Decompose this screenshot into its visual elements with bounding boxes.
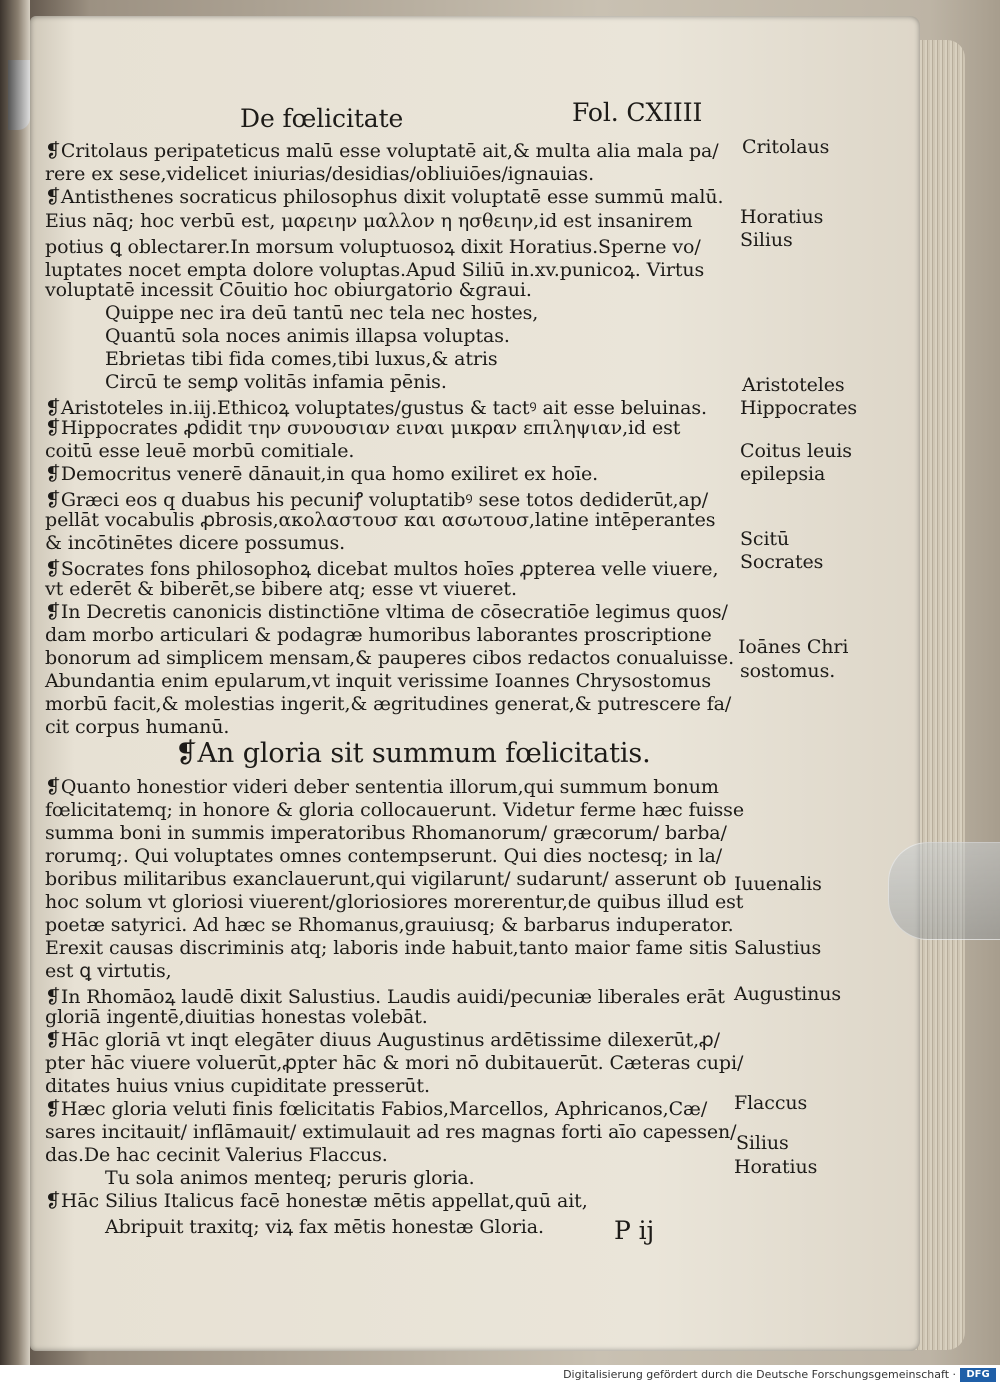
body-line: das.De hac cecinit Valerius Flaccus.	[45, 1144, 388, 1166]
margin-note: sostomus.	[740, 660, 836, 682]
verse-line: Quantū sola noces animis illapsa voluptas.	[105, 325, 510, 347]
body-line: morbū facit,& molestias ingerit,& ægritudines generat,& putrescere fa/	[45, 693, 732, 715]
verse-line: Circū te semꝑ volitās infamia pēnis.	[105, 371, 447, 393]
body-line: ❡Socrates fons philosophoꝝ dicebat multos hoīes ꝓpterea velle viuere,	[45, 558, 719, 580]
margin-note: Silius	[740, 229, 793, 251]
signature-mark: P ij	[614, 1216, 655, 1245]
body-line: summa boni in summis imperatoribus Rhomanorum/ græcorum/ barba/	[45, 822, 727, 844]
body-line: pellāt vocabulis ꝓbrosis,ακολαστουσ και ασωτουσ,latine intēperantes	[45, 509, 716, 531]
body-line: rorumq;. Qui voluptates omnes contempserunt. Qui dies noctesq; in la/	[45, 845, 723, 867]
margin-note: Augustinus	[734, 983, 842, 1005]
body-line: hoc solum vt gloriosi viuerent/gloriosiores morerentur,de quibus illud est	[45, 891, 744, 913]
body-line: luptates nocet empta dolore voluptas.Apud Siliū in.xv.punicoꝝ. Virtus	[45, 259, 705, 281]
body-line: est ꝗ virtutis,	[45, 960, 172, 982]
facing-page-edge	[0, 0, 30, 1365]
dfg-logo: DFG	[960, 1368, 996, 1382]
body-line: Erexit causas discriminis atq; laboris inde habuit,tanto maior fame sitis	[45, 937, 728, 959]
margin-note: Ioānes Chri	[738, 636, 849, 658]
body-line: dam morbo articulari & podagræ humoribus laborantes proscriptione	[45, 624, 712, 646]
body-line: rere ex sese,videlicet iniurias/desidias/obliuiōes/ignauias.	[45, 163, 595, 185]
body-line: ❡Hæc gloria veluti finis fœlicitatis Fabios,Marcellos, Aphricanos,Cæ/	[45, 1098, 708, 1120]
body-line: gloriā ingentē,diuitias honestas volebāt.	[45, 1006, 428, 1028]
body-line: vt ederēt & biberēt,se bibere atq; esse vt viueret.	[45, 578, 517, 600]
body-line: ❡Hippocrates ꝓdidit την συνουσιαν ειναι μικραν επιληψιαν,id est	[45, 417, 681, 439]
body-line: fœlicitatemq; in honore & gloria collocauerunt. Videtur ferme hæc fuisse	[45, 799, 744, 821]
body-line: ❡Antisthenes socraticus philosophus dixit voluptatē esse summū malū.	[45, 186, 724, 208]
body-line: & incōtinētes dicere possumus.	[45, 532, 346, 554]
body-line: Eius nāq; hoc verbū est, μαρειην μαλλον η ησθειην,id est insanirem	[45, 210, 693, 232]
margin-note: Coitus leuis	[740, 440, 852, 462]
body-line: ❡In Rhomāoꝝ laudē dixit Salustius. Laudis auidi/pecuniæ liberales erāt	[45, 986, 725, 1008]
footer-credit: Digitalisierung gefördert durch die Deutsche Forschungsgemeinschaft ·	[563, 1368, 956, 1381]
body-line: poetæ satyrici. Ad hæc se Rhomanus,grauiusq; & barbarus induperator.	[45, 914, 734, 936]
margin-note: epilepsia	[740, 463, 826, 485]
body-line: pter hāc viuere voluerūt,ꝓpter hāc & mori nō dubitauerūt. Cæteras cupi/	[45, 1052, 744, 1074]
body-line: ❡In Decretis canonicis distinctiōne vltima de cōsecratiōe legimus quos/	[45, 601, 728, 623]
verse-line: Tu sola animos menteq; peruris gloria.	[105, 1167, 475, 1189]
body-line: ❡Hāc Silius Italicus facē honestæ mētis appellat,quū ait,	[45, 1190, 588, 1212]
margin-note: Salustius	[734, 937, 822, 959]
body-line: ❡Critolaus peripateticus malū esse voluptatē ait,& multa alia mala pa/	[45, 140, 719, 162]
folio-number: Fol. CXIIII	[572, 98, 703, 127]
body-line: potius ꝗ oblectarer.In morsum voluptuosoꝝ dixit Horatius.Sperne vo/	[45, 236, 701, 258]
section-title: ❡An gloria sit summum fœlicitatis.	[175, 738, 651, 769]
body-line: Abundantia enim epularum,vt inquit verissime Ioannes Chrysostomus	[45, 670, 711, 692]
body-line: cit corpus humanū.	[45, 716, 230, 738]
margin-note: Hippocrates	[740, 397, 857, 419]
footer-bar	[0, 1365, 1000, 1386]
verse-line: Abripuit traxitq; viꝝ fax mētis honestæ Gloria.	[105, 1216, 544, 1238]
margin-note: Socrates	[740, 551, 824, 573]
body-line: bonorum ad simplicem mensam,& pauperes cibos redactos conualuisse.	[45, 647, 735, 669]
body-line: ❡Hāc gloriā vt inqt elegāter diuus Augustinus ardētissime dilexerūt,ꝓ/	[45, 1029, 720, 1051]
page-curl	[8, 60, 30, 130]
margin-note: Scitū	[740, 528, 790, 550]
running-title: De fœlicitate	[240, 104, 404, 133]
margin-note: Silius	[736, 1132, 789, 1154]
verse-line: Ebrietas tibi fida comes,tibi luxus,& atris	[105, 348, 498, 370]
body-line: boribus militaribus exanclauerunt,qui vigilarunt/ sudarunt/ asserunt ob	[45, 868, 727, 890]
verse-line: Quippe nec ira deū tantū nec tela nec hostes,	[105, 302, 539, 324]
body-line: ❡Græci eos q duabus his pecuniꝭ voluptatibꝰ sese totos dediderūt,ap/	[45, 489, 709, 511]
body-line: ❡Quanto honestior videri deber sententia illorum,qui summum bonum	[45, 776, 719, 798]
margin-note: Iuuenalis	[734, 873, 822, 895]
body-line: ❡Democritus venerē dānauit,in qua homo exiliret ex hoīe.	[45, 463, 599, 485]
body-line: ditates huius vnius cupiditate presserūt.	[45, 1075, 430, 1097]
body-line: voluptatē incessit Cōuitio hoc obiurgatorio &graui.	[45, 279, 532, 301]
margin-note: Aristoteles	[742, 374, 845, 396]
margin-note: Horatius	[740, 206, 824, 228]
body-line: ❡Aristoteles in.iij.Ethicoꝝ voluptates/gustus & tactꝰ ait esse beluinas.	[45, 397, 707, 419]
page-clip	[888, 842, 1000, 940]
margin-note: Horatius	[734, 1156, 818, 1178]
body-line: sares incitauit/ inflāmauit/ extimulauit ad res magnas forti aīo capessen/	[45, 1121, 737, 1143]
margin-note: Critolaus	[742, 136, 830, 158]
margin-note: Flaccus	[734, 1092, 808, 1114]
body-line: coitū esse leuē morbū comitiale.	[45, 440, 355, 462]
